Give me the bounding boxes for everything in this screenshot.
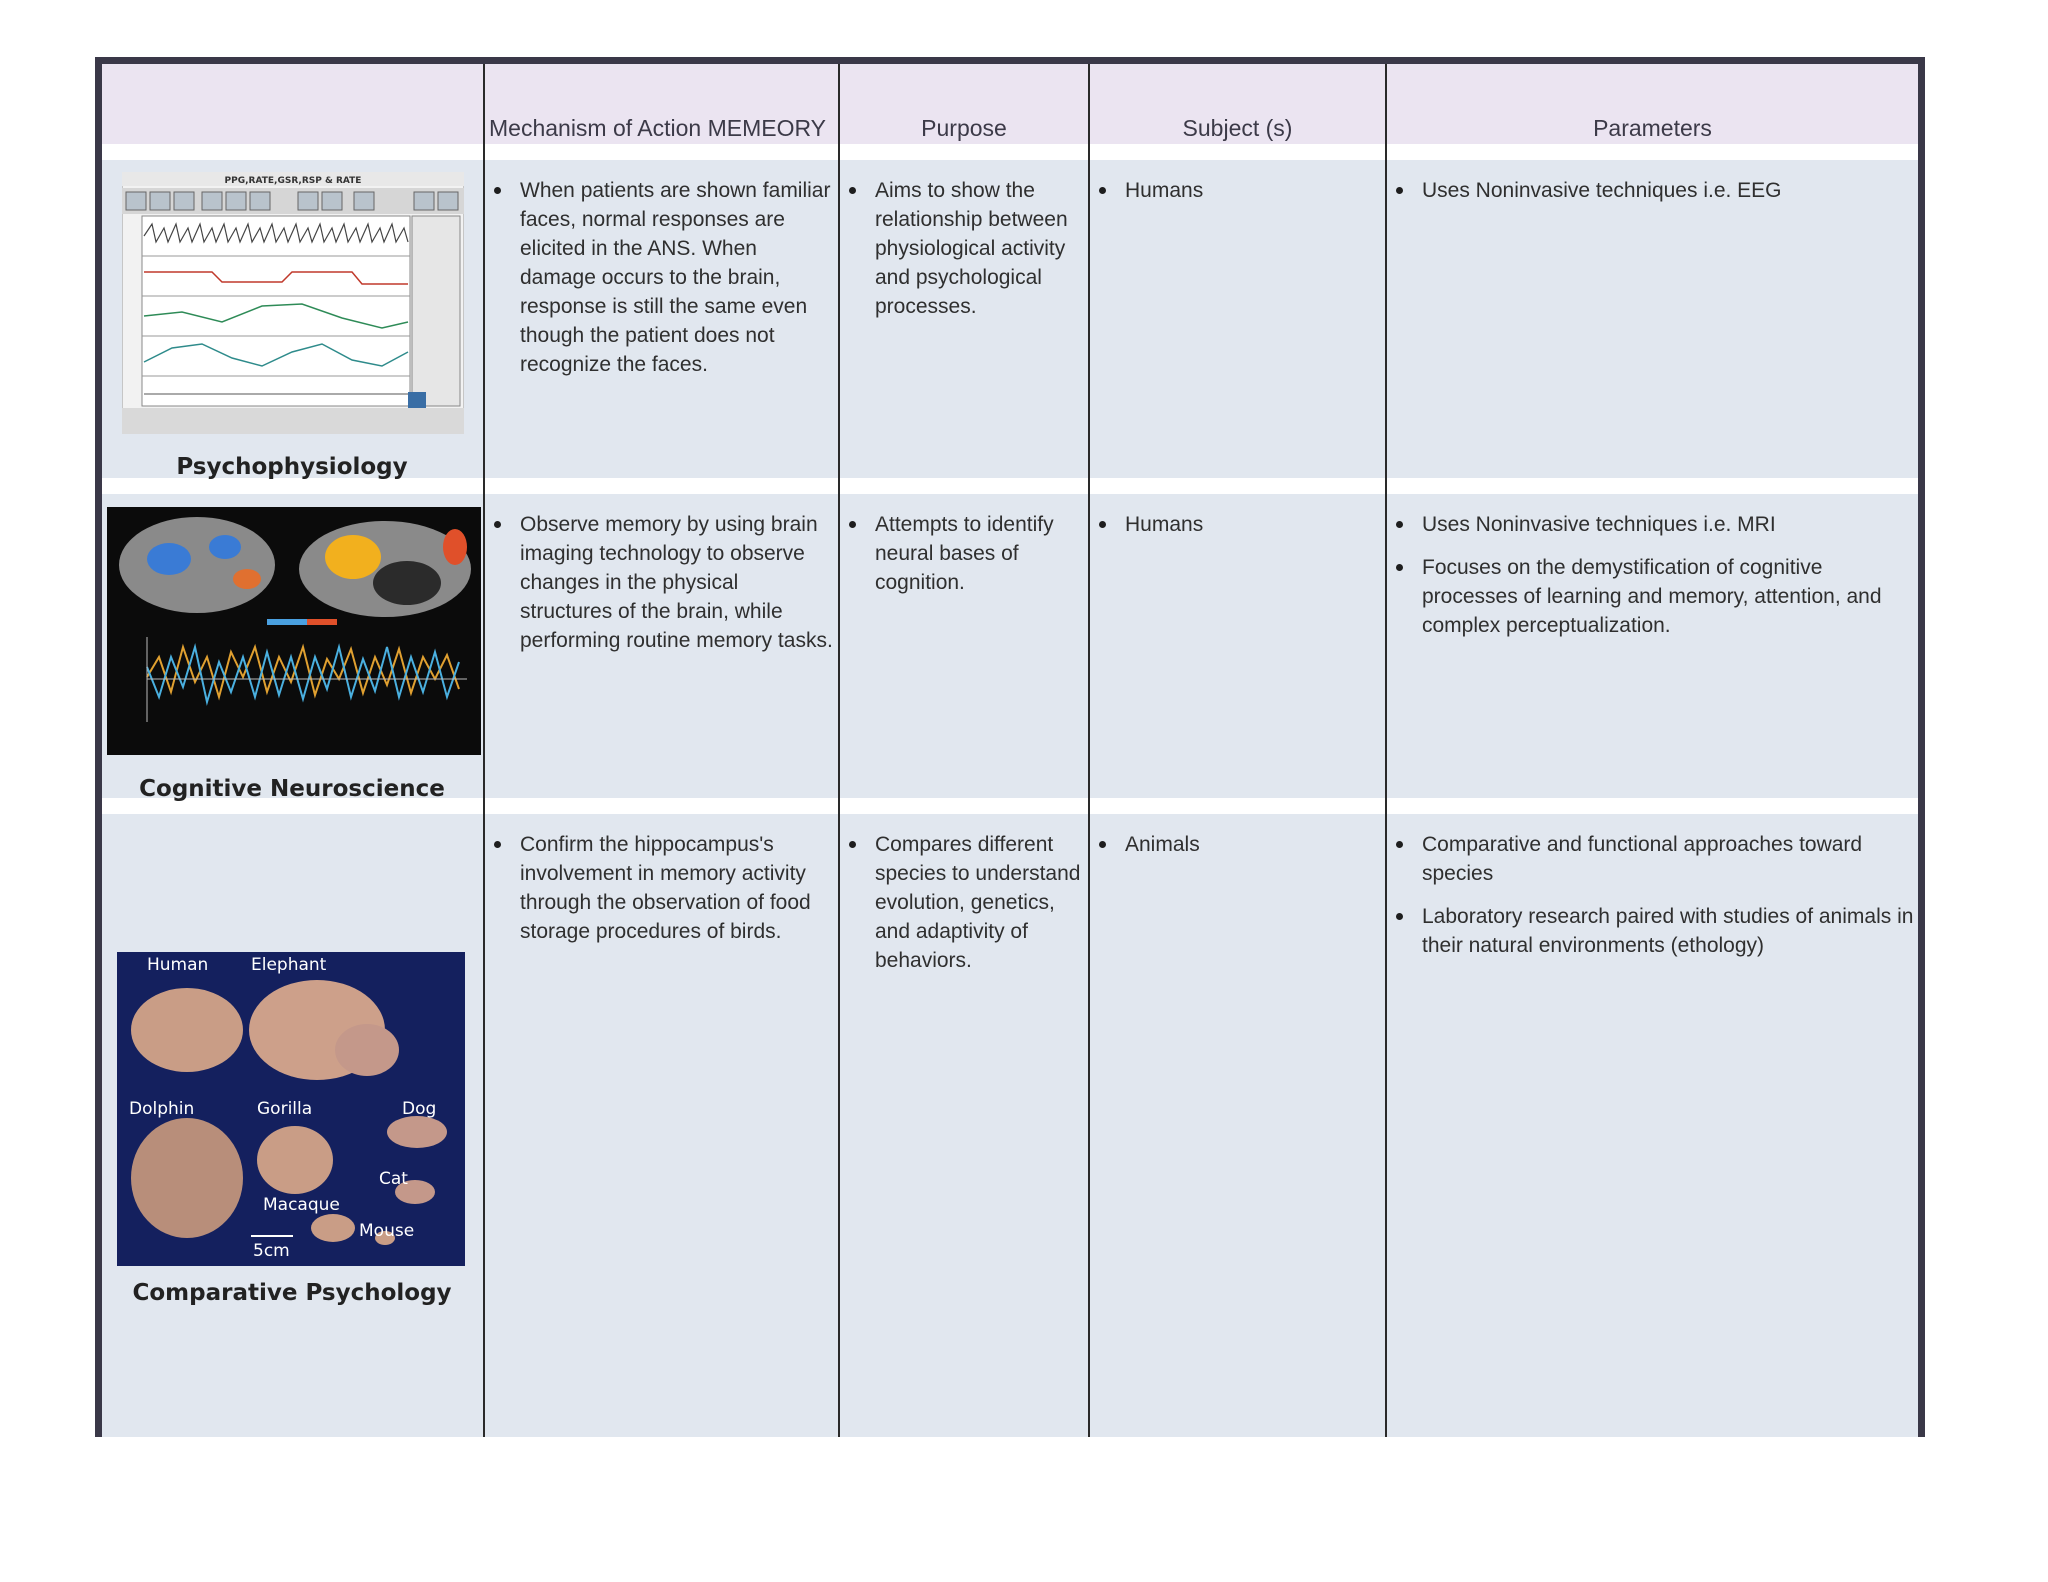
list-item: Confirm the hippocampus's involvement in memory activity through the observation of food storage procedures of birds. <box>485 830 835 946</box>
parameters-cell <box>1387 830 1917 974</box>
mechanism-cell <box>485 176 835 393</box>
header-cell-parameters <box>1387 64 1918 144</box>
column-divider <box>1088 64 1090 1437</box>
parameters-cell <box>1387 176 1917 219</box>
list-item: Animals <box>1090 830 1382 859</box>
mechanism-cell <box>485 830 835 960</box>
header-cell-purpose <box>840 64 1088 144</box>
list-item: Observe memory by using brain imaging technology to observe changes in the physical structures of the brain, while performing routine memory tasks. <box>485 510 835 655</box>
animal-brains-icon <box>117 952 465 1266</box>
subjects-cell <box>1090 510 1382 553</box>
list-item: Attempts to identify neural bases of cognition. <box>840 510 1086 597</box>
subjects-cell <box>1090 830 1382 873</box>
list-item: When patients are shown familiar faces, normal responses are elicited in the ANS. When damage occurs to the brain, response is still the same even though the patient does not recognize the faces. <box>485 176 835 379</box>
header-parameters: Parameters <box>1593 115 1712 141</box>
brain-label: Dog <box>402 1099 437 1119</box>
brain-label: Human <box>147 955 209 975</box>
physiograph-chart-icon <box>122 172 464 434</box>
header-cell-subjects <box>1090 64 1385 144</box>
brain-label: 5cm <box>253 1241 290 1261</box>
header-subjects: Subject (s) <box>1182 115 1293 141</box>
list-item: Humans <box>1090 176 1382 205</box>
row-caption: Psychophysiology <box>176 454 408 480</box>
subjects-cell <box>1090 176 1382 219</box>
row-caption: Cognitive Neuroscience <box>139 776 445 802</box>
brain-label: Gorilla <box>257 1099 313 1119</box>
chart-title: PPG,RATE,GSR,RSP & RATE <box>224 176 362 186</box>
list-item: Compares different species to understand evolution, genetics, and adaptivity of behaviors. <box>840 830 1086 975</box>
header-purpose: Purpose <box>921 115 1007 141</box>
list-item: Focuses on the demystification of cognitive processes of learning and memory, attention, and complex perceptualization. <box>1387 553 1917 640</box>
brain-label: Dolphin <box>129 1099 195 1119</box>
parameters-cell <box>1387 510 1917 654</box>
list-item: Aims to show the relationship between physiological activity and psychological processes. <box>840 176 1086 321</box>
list-item: Humans <box>1090 510 1382 539</box>
brain-label: Cat <box>379 1169 408 1189</box>
row-caption: Comparative Psychology <box>132 1280 452 1306</box>
header-cell-mechanism <box>485 64 838 144</box>
brain-label: Mouse <box>359 1221 415 1241</box>
comparison-table <box>95 57 1925 1437</box>
header-mechanism: Mechanism of Action MEMEORY <box>489 115 827 141</box>
brain-label: Macaque <box>263 1195 340 1215</box>
purpose-cell <box>840 510 1086 611</box>
list-item: Comparative and functional approaches toward species <box>1387 830 1917 888</box>
list-item: Laboratory research paired with studies of animals in their natural environments (ethology) <box>1387 902 1917 960</box>
column-divider <box>1385 64 1387 1437</box>
brain-label: Elephant <box>251 955 327 975</box>
purpose-cell <box>840 830 1086 989</box>
purpose-cell <box>840 176 1086 335</box>
list-item: Uses Noninvasive techniques i.e. EEG <box>1387 176 1917 205</box>
list-item: Uses Noninvasive techniques i.e. MRI <box>1387 510 1917 539</box>
brain-scan-icon <box>107 507 481 755</box>
mechanism-cell <box>485 510 835 669</box>
header-cell-empty <box>102 64 483 144</box>
